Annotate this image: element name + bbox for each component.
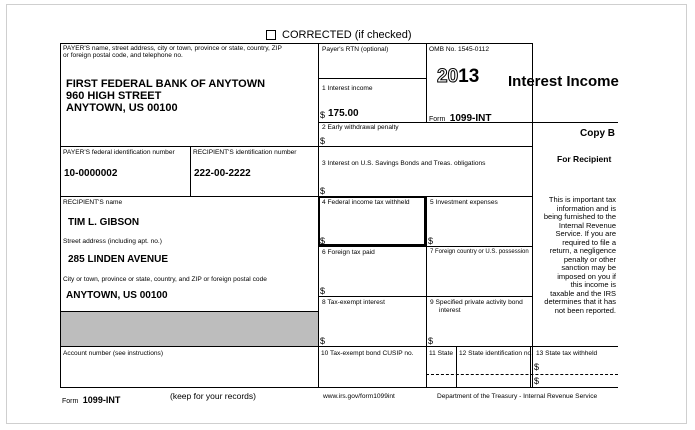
copy-notice-line: Service. If you are [555,229,616,238]
account-label: Account number (see instructions) [63,350,164,357]
shaded-bottom [60,346,618,347]
rtn-bottom [318,78,426,79]
copy-title: Copy B [580,128,615,139]
box1-label: 1 Interest income [322,85,373,92]
copy-notice-line: This is important tax [548,195,616,204]
omb-number: OMB No. 1545-0112 [429,46,489,53]
form-top-border [60,43,532,44]
box2-label: 2 Early withdrawal penalty [322,124,399,131]
box3-dollar: $ [320,186,326,196]
rtn-label: Payer's RTN (optional) [322,46,389,53]
box9-label-2: interest [439,307,461,314]
form-id [429,108,491,126]
form-name: 1099-INT [449,113,492,124]
box8-dollar: $ [320,336,326,346]
copy-notice-line: not been reported. [554,305,616,315]
copy-notice-line: sanction may be [561,263,616,272]
copy-notice-line: being furnished to the [543,212,616,221]
tax-year-prefix: 20 [437,66,459,87]
recipient-name: TIM L. GIBSON [68,217,140,228]
copy-notice-line: taxable and the IRS [550,288,616,298]
state-divider-1 [456,346,457,388]
box2-bottom [318,146,532,147]
form-bottom-border [60,387,618,388]
copy-notice-line: determines that it has [544,297,616,306]
payer-bottom [60,146,318,147]
box5-label: 5 Investment expenses [430,199,498,206]
copy-subtitle: For Recipient [557,154,612,164]
payer-label-2: or foreign postal code, and telephone no. [63,52,183,59]
box7-label: 7 Foreign country or U.S. possession [430,249,529,255]
copy-notice-line: Internal Revenue [558,220,616,230]
footer-records: (keep for your records) [170,391,256,401]
recipient-id-value: 222-00-2222 [194,168,251,179]
payer-city: ANYTOWN, US 00100 [66,102,178,114]
tax-year [437,66,479,88]
payer-street: 960 HIGH STREET [66,90,162,102]
payer-name: FIRST FEDERAL BANK OF ANYTOWN [66,78,266,90]
footer-form-name: 1099-INT [82,395,121,405]
copy-notice [534,196,616,315]
box1-dollar: $ [320,110,326,120]
box9-label: 9 Specified private activity bond [430,299,523,306]
box6-label: 6 Foreign tax paid [322,249,375,256]
shaded-area [61,312,318,346]
box11-label: 11 State [429,350,454,357]
box3-label: 3 Interest on U.S. Savings Bonds and Treas. obligations [322,160,486,167]
box12-label: 12 State identification no. [459,350,534,357]
form-title: Interest Income [508,73,619,90]
tax-year-suffix: 13 [458,66,480,87]
corrected-checkbox[interactable] [266,30,276,40]
copy-notice-line: information and is [556,203,616,213]
box10-label: 10 Tax-exempt bond CUSIP no. [321,350,414,357]
copy-notice-line: imposed on you if [557,271,616,281]
form-label: Form [429,116,446,123]
box13-dollar-2: $ [534,376,540,386]
recipient-city-label: City or town, province or state, country, and ZIP or foreign postal code [63,276,267,283]
copy-notice-line: required to file a [562,237,616,247]
copy-notice-line: penalty or other [563,254,616,264]
id-divider [190,146,191,196]
payer-label: PAYER'S name, street address, city or town, province or state, country, ZIP [63,45,282,52]
omb-divider [426,43,427,122]
box9-dollar: $ [428,336,434,346]
box4-dollar: $ [320,236,326,246]
corrected-label: CORRECTED (if checked) [282,29,412,41]
row6-bottom [318,296,532,297]
payer-id-value: 10-0000002 [64,168,118,179]
recipient-street-label: Street address (including apt. no.) [63,238,162,245]
box13-dollar-1: $ [534,362,540,372]
footer-department: Department of the Treasury - Internal Revenue Service [437,393,598,400]
box13-label: 13 State tax withheld [536,350,598,357]
ids-bottom [60,196,532,197]
footer-form-id [62,390,120,408]
footer-form-label: Form [62,398,79,405]
box4-label: 4 Federal income tax withheld [322,199,410,206]
copy-notice-line: return, a negligence [549,246,616,255]
box5-dollar: $ [428,236,434,246]
box1-value: 175.00 [328,108,359,119]
recipient-id-label: RECIPIENT'S identification number [193,149,297,156]
copy-col-divider [532,122,533,388]
payer-id-label: PAYER'S federal identification number [63,149,175,156]
state-dashed-line [426,374,618,375]
recipient-city: ANYTOWN, US 00100 [66,290,168,301]
box2-dollar: $ [320,136,326,146]
footer-url: www.irs.gov/form1099int [323,393,395,400]
recipient-name-label: RECIPIENT'S name [63,199,123,206]
right-col-divider [426,196,427,388]
box6-dollar: $ [320,286,326,296]
recipient-street: 285 LINDEN AVENUE [68,254,169,265]
box8-label: 8 Tax-exempt interest [322,299,385,306]
row4-bottom [318,246,532,247]
copy-notice-line: this income is [570,280,616,289]
